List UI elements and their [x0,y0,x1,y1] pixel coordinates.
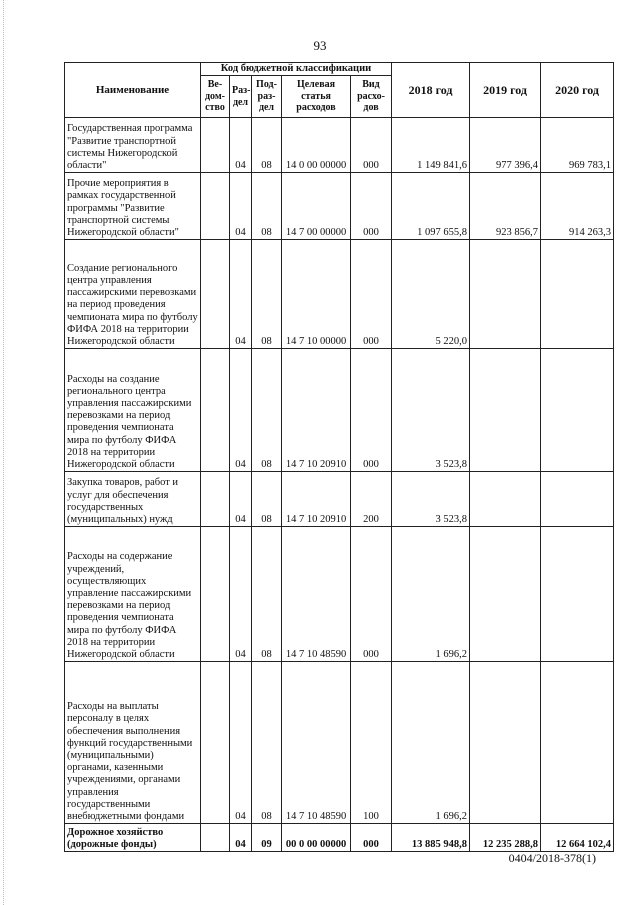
row-vid: 100 [351,662,392,824]
row-podrazdel: 08 [252,240,282,349]
row-cs: 00 0 00 00000 [282,824,351,852]
row-cs: 14 7 10 20910 [282,349,351,472]
row-name: Расходы на выплаты персоналу в целях обеспечения выполнения функций государственными (муниципальными) органами, казенными учреждениями, органами управления государственными внебюджетными фондами [65,662,201,824]
row-cs: 14 7 10 20910 [282,472,351,527]
header-name: Наименование [65,63,201,118]
row-2020 [541,349,614,472]
row-name: Создание регионального центра управления пассажирскими перевозками на период проведения чемпионата мира по футболу ФИФА 2018 на территории Нижегородской области [65,240,201,349]
scan-edge [3,0,4,905]
row-vid: 000 [351,118,392,173]
row-razdel: 04 [230,472,252,527]
row-ved [201,118,230,173]
row-podrazdel: 08 [252,349,282,472]
row-2020: 969 783,1 [541,118,614,173]
row-2018: 3 523,8 [392,349,470,472]
row-2020 [541,240,614,349]
table-row [65,662,614,824]
page-number: 93 [313,38,327,53]
row-ved [201,173,230,240]
row-2020 [541,527,614,662]
row-name: Расходы на содержание учреждений, осуществляющих управление пассажирскими перевозками на период проведения чемпионата мира по футболу ФИФА 2018 на территории Нижегородской области [65,527,201,662]
header-2019: 2019 год [470,63,541,118]
row-vid: 000 [351,824,392,852]
row-razdel: 04 [230,173,252,240]
row-ved [201,349,230,472]
row-cs: 14 7 10 48590 [282,527,351,662]
table-row [65,240,614,349]
row-2019 [470,472,541,527]
row-2018: 5 220,0 [392,240,470,349]
row-2020: 12 664 102,4 [541,824,614,852]
row-2019: 12 235 288,8 [470,824,541,852]
header-2020: 2020 год [541,63,614,118]
row-name: Дорожное хозяйство (дорожные фонды) [65,824,201,852]
header-vedomstvo: Ве-дом-ство [201,76,230,118]
row-2020: 914 263,3 [541,173,614,240]
row-2018: 1 696,2 [392,662,470,824]
header-celevaya: Целевая статья расходов [282,76,351,118]
row-podrazdel: 08 [252,472,282,527]
row-2018: 1 696,2 [392,527,470,662]
row-podrazdel: 08 [252,173,282,240]
row-ved [201,824,230,852]
row-ved [201,527,230,662]
row-vid: 000 [351,527,392,662]
row-cs: 14 7 00 00000 [282,173,351,240]
row-cs: 14 7 10 48590 [282,662,351,824]
row-2018: 13 885 948,8 [392,824,470,852]
row-2019: 923 856,7 [470,173,541,240]
header-vid: Вид расхо-дов [351,76,392,118]
row-podrazdel: 09 [252,824,282,852]
header-2018: 2018 год [392,63,470,118]
table-row [65,527,614,662]
row-name: Прочие мероприятия в рамках государственной программы "Развитие транспортной системы Нижегородской области" [65,173,201,240]
row-2018: 1 097 655,8 [392,173,470,240]
budget-table [64,62,614,852]
row-razdel: 04 [230,527,252,662]
row-cs: 14 7 10 00000 [282,240,351,349]
row-vid: 000 [351,240,392,349]
table-row [65,349,614,472]
row-2019: 977 396,4 [470,118,541,173]
row-vid: 000 [351,349,392,472]
row-ved [201,472,230,527]
row-ved [201,240,230,349]
row-2019 [470,349,541,472]
row-2020 [541,662,614,824]
row-2018: 3 523,8 [392,472,470,527]
row-ved [201,662,230,824]
row-razdel: 04 [230,240,252,349]
row-podrazdel: 08 [252,527,282,662]
table-row [65,173,614,240]
document-code: 0404/2018-378(1) [508,851,596,865]
row-name: Закупка товаров, работ и услуг для обеспечения государственных (муниципальных) нужд [65,472,201,527]
table-row [65,472,614,527]
header-podrazdel: Под-раз-дел [252,76,282,118]
row-podrazdel: 08 [252,118,282,173]
header-razdel: Раз-дел [230,76,252,118]
row-name: Государственная программа "Развитие транспортной системы Нижегородской области" [65,118,201,173]
table-row [65,118,614,173]
row-2019 [470,662,541,824]
row-razdel: 04 [230,349,252,472]
table-row [65,824,614,852]
row-name: Расходы на создание регионального центра управления пассажирскими перевозками на период проведения чемпионата мира по футболу ФИФА 2018 на территории Нижегородской области [65,349,201,472]
row-vid: 200 [351,472,392,527]
row-razdel: 04 [230,662,252,824]
row-2020 [541,472,614,527]
row-2019 [470,527,541,662]
header-group: Код бюджетной классификации [201,63,392,76]
row-2019 [470,240,541,349]
row-razdel: 04 [230,824,252,852]
row-podrazdel: 08 [252,662,282,824]
row-2018: 1 149 841,6 [392,118,470,173]
row-razdel: 04 [230,118,252,173]
row-vid: 000 [351,173,392,240]
row-cs: 14 0 00 00000 [282,118,351,173]
